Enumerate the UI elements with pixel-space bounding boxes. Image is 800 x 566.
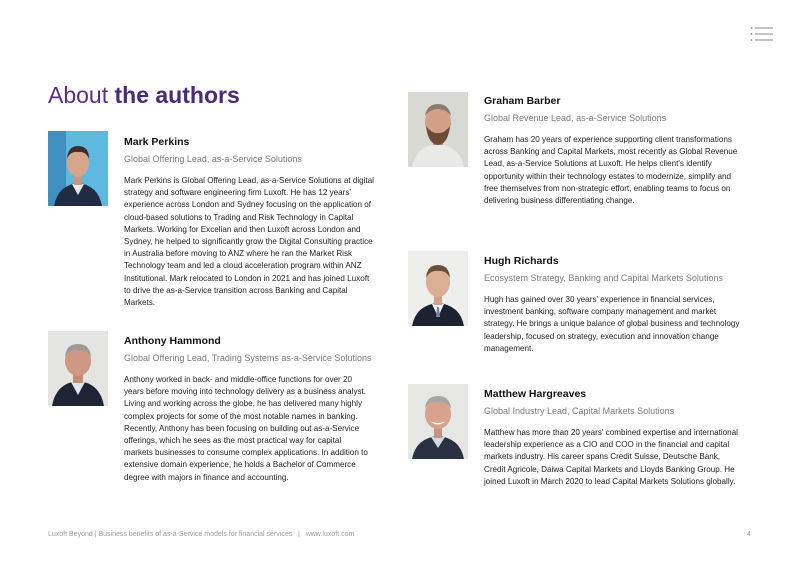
author-bio: Anthony worked in back- and middle-office functions for over 20 years before moving into technology delivery as a business analyst. Living and working across the globe, he has delivered many highly complex projects for some of the most notable names in banking. Recently, Anthony has been focusing on building out as-a-Service offerings, which he sees as the most practical way for capital markets businesses to consume complex applications. In addition to extensive domain experience, he holds a Bachelor of Commerce degree with majors in finance and accounting. [124, 375, 368, 482]
author-anthony-hammond [124, 335, 372, 484]
author-name: Mark Perkins [124, 136, 190, 148]
author-photo-anthony-hammond [48, 331, 108, 406]
page-number: 4 [747, 531, 751, 538]
author-hugh-richards [484, 255, 742, 355]
author-photo-hugh-richards [408, 251, 468, 326]
title-light: About [48, 82, 109, 108]
author-role: Global Offering Lead, Trading Systems as-a-Service Solutions [124, 353, 372, 363]
author-name: Graham Barber [484, 95, 561, 107]
author-bio: Matthew has more than 20 years' combined expertise and international leadership experience as a CIO and COO in the financial and capital markets industry. His career spans Credit Suisse, Deutsche Bank, Credit Agricole, Daiwa Capital Markets and Lloyds Banking Group. He joined Luxoft in March 2020 to lead Capital Markets Solutions globally. [484, 428, 738, 486]
author-name: Anthony Hammond [124, 335, 221, 347]
author-role: Global Revenue Lead, as-a-Service Solutions [484, 113, 667, 123]
author-graham-barber [484, 95, 742, 207]
author-bio: Mark Perkins is Global Offering Lead, as-a-Service Solutions at digital strategy and software engineering firm Luxoft. He has 12 years' experience across London and Sydney focusing on the application of cloud-based solutions to Trading and Risk Technology in Capital Markets. Working for Excelian and then Luxoft across London and Sydney, he helped to significantly grow the Digital Consulting practice in Australia before moving to ANZ where he ran the Market Risk Technology team and led a cloud acceleration program within ANZ Institutional. Mark relocated to London in 2021 and has joined Luxoft to drive the as-a-Service transition across Banking and Capital Markets. [124, 176, 374, 308]
author-role: Global Offering Lead, as-a-Service Solutions [124, 154, 302, 164]
author-bio: Graham has 20 years of experience supporting client transformations across Banking and Capital Markets, most recently as Global Revenue Lead, as-a-Service Solutions at Luxoft. He helps client's identify opportunity within their technology estates to modernize, simplify and free themselves from non-strategic effort, enabling teams to focus on delivering business differentiating change. [484, 135, 738, 206]
footer-text: Luxoft Beyond | Business benefits of as-a-Service models for financial services | www.luxoft.com [48, 531, 355, 538]
author-photo-graham-barber [408, 92, 468, 167]
author-role: Global Industry Lead, Capital Markets Solutions [484, 406, 675, 416]
author-matthew-hargreaves [484, 388, 742, 488]
author-mark-perkins [124, 136, 374, 309]
author-name: Hugh Richards [484, 255, 559, 267]
page-title [48, 82, 240, 109]
hamburger-menu-icon[interactable] [750, 26, 774, 42]
author-bio: Hugh has gained over 30 years' experience in financial services, investment banking, software company management and market strategy. He brings a unique balance of global business and technology leadership, focused on strategy, execution and innovation change management. [484, 295, 740, 353]
author-name: Matthew Hargreaves [484, 388, 587, 400]
author-photo-matthew-hargreaves [408, 384, 468, 459]
author-photo-mark-perkins [48, 131, 108, 206]
author-role: Ecosystem Strategy, Banking and Capital Markets Solutions [484, 273, 723, 283]
title-bold: the authors [114, 82, 240, 108]
